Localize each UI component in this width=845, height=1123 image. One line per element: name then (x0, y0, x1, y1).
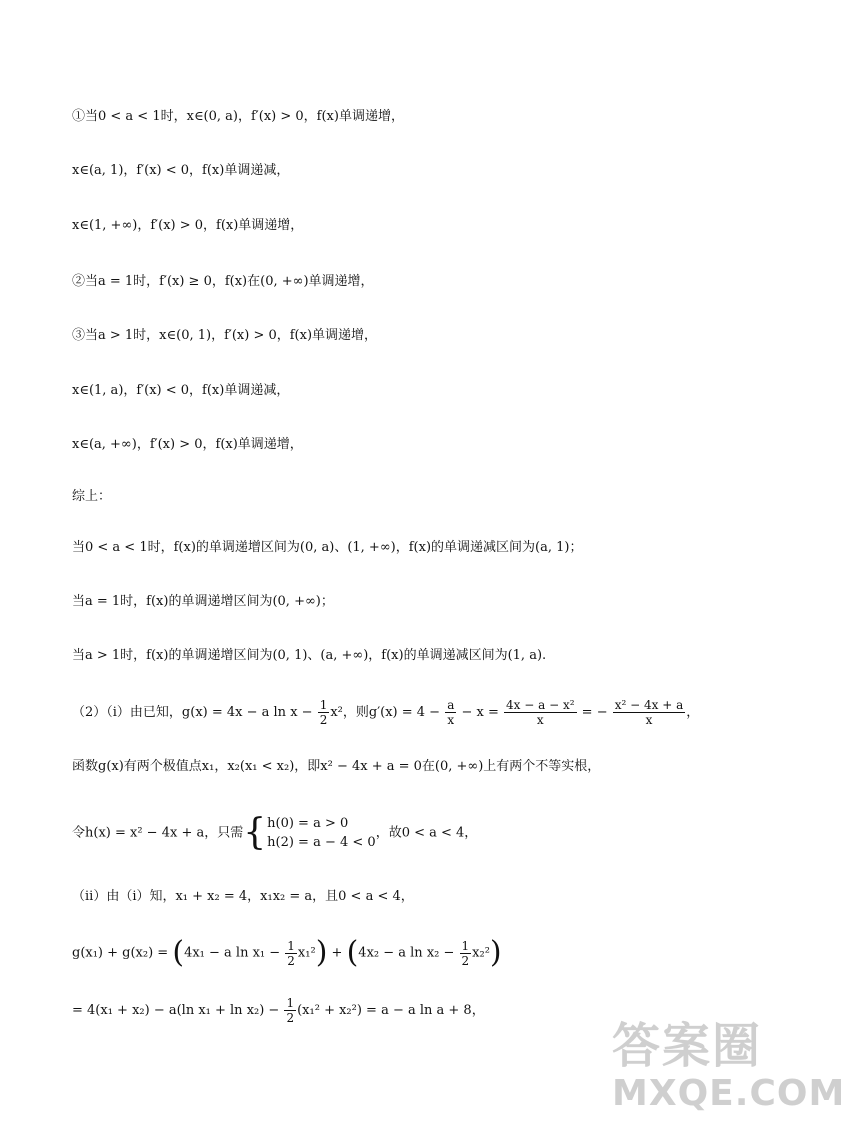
g-eq-mid: − x = (457, 705, 504, 720)
left-paren: ( (172, 935, 185, 970)
watermark-top-text: 答案圈 (612, 1018, 763, 1074)
g-x1-terms: 4x₁ − a ln x₁ − (184, 945, 285, 961)
half-fraction-3: $\frac{1}{2}$ (286, 996, 295, 1025)
right-paren: ) (315, 935, 328, 970)
left-brace: { (243, 812, 267, 853)
final-equation-line (72, 996, 485, 1025)
half-fraction-2: $\frac{1}{2}$ (461, 938, 470, 968)
final-part-1: = 4(x₁ + x₂) − a(ln x₁ + ln x₂) − (72, 1003, 284, 1018)
h-prefix: 令h(x) = x² − 4x + a，只需 (72, 825, 244, 841)
case-3-line-2: x∈(1, a)，f′(x) < 0，f(x)单调递减， (72, 383, 290, 398)
g-sum-line (72, 935, 502, 970)
g-eq-after-half: x²，则g′(x) = 4 − (330, 705, 445, 720)
condition-system (243, 814, 375, 852)
case-1-line-2: x∈(a, 1)，f′(x) < 0，f(x)单调递减， (72, 163, 290, 178)
left-paren-2: ( (346, 935, 359, 970)
extreme-points-line: 函数g(x)有两个极值点x₁，x₂(x₁ < x₂)，即x² − 4x + a = 0在(0, +∞)上有两个不等实根， (72, 759, 601, 774)
summary-line-1: 当0 < a < 1时，f(x)的单调递增区间为(0, a)、(1, +∞)，f(x)的单调递减区间为(a, 1)； (72, 540, 583, 555)
h-condition-line (72, 814, 477, 852)
quadratic-fraction: $\frac{\text{x² − 4x + a}}{x}$ (614, 698, 684, 727)
watermark-logo (612, 1018, 845, 1118)
case-3-line-3: x∈(a, +∞)，f′(x) > 0，f(x)单调递增， (72, 437, 303, 452)
g-x2-terms: 4x₂ − a ln x₂ − (358, 945, 459, 961)
case-1-line-3: x∈(1, +∞)，f′(x) > 0，f(x)单调递增， (72, 218, 304, 233)
g-eq-mid2: = − (577, 705, 612, 720)
plus-sign: + (327, 945, 347, 961)
condition-2: h(2) = a − 4 < 0 (267, 835, 376, 850)
summary-heading: 综上： (72, 489, 112, 504)
g-sum-lhs: g(x₁) + g(x₂) = (72, 945, 173, 961)
a-over-x-fraction: $\frac{a}{x}$ (447, 698, 455, 727)
case-2-line: ②当a = 1时，f′(x) ≥ 0，f(x)在(0, +∞)单调递增， (72, 274, 374, 289)
condition-1: h(0) = a > 0 (267, 816, 349, 831)
half-fraction-1: $\frac{1}{2}$ (287, 938, 295, 968)
summary-line-2: 当a = 1时，f(x)的单调递增区间为(0, +∞)； (72, 594, 334, 609)
h-suffix: ，故0 < a < 4， (375, 825, 478, 841)
g-eq-suffix: ， (686, 705, 700, 720)
summary-line-3: 当a > 1时，f(x)的单调递增区间为(0, 1)、(a, +∞)，f(x)的单调递减区间为(1, a). (72, 648, 547, 663)
g-eq-prefix: （2）（i）由已知，g(x) = 4x − a ln x − (72, 705, 317, 720)
case-3-line-1: ③当a > 1时，x∈(0, 1)，f′(x) > 0，f(x)单调递增， (72, 328, 378, 343)
x2-squared: x₂² (472, 945, 490, 961)
half-fraction: $\frac{1}{2}$ (319, 698, 328, 727)
part-ii-line: （ii）由（i）知，x₁ + x₂ = 4，x₁x₂ = a，且0 < a < 4， (72, 889, 414, 904)
combined-fraction: $\frac{\text{4x − a − x²}}{x}$ (506, 698, 575, 727)
final-part-2: (x₁² + x₂²) = a − a ln a + 8， (297, 1003, 485, 1018)
case-1-line-1: ①当0 < a < 1时，x∈(0, a)，f′(x) > 0，f(x)单调递增， (72, 109, 404, 124)
watermark-bottom-text: MXQE.COM (612, 1073, 845, 1114)
g-derivative-equation (72, 698, 699, 727)
right-paren-2: ) (489, 935, 502, 970)
x1-squared: x₁² (297, 945, 316, 961)
